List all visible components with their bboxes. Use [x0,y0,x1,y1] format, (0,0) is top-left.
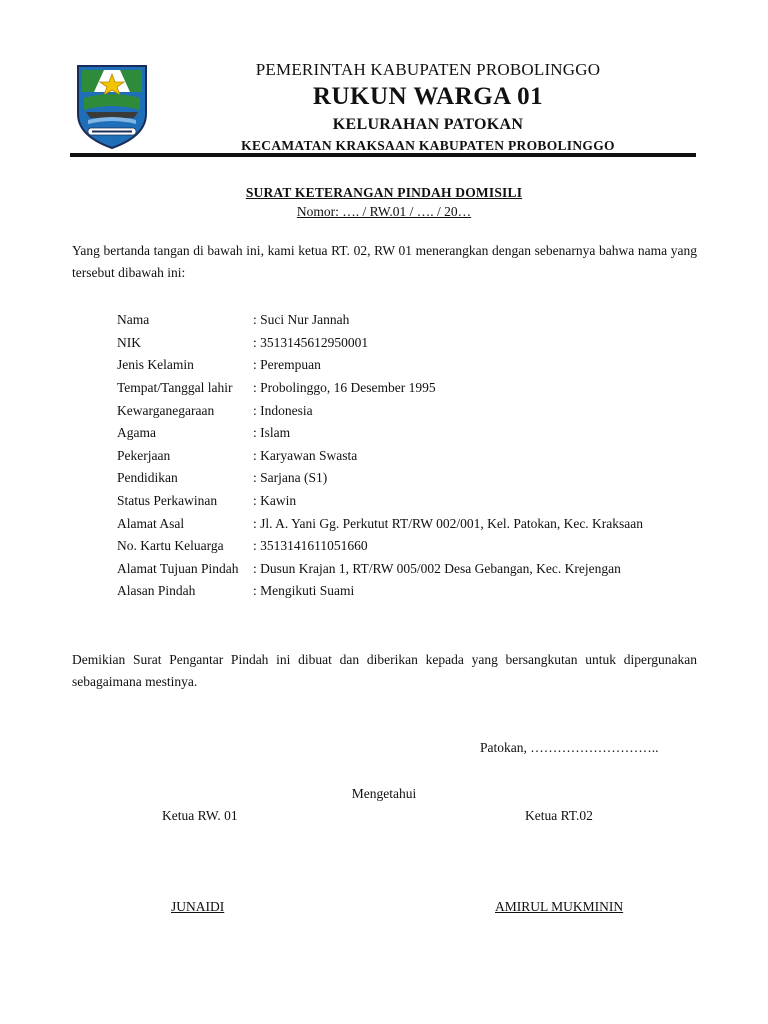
field-value: : Karyawan Swasta [253,447,358,463]
probolinggo-regency-emblem-icon [74,62,150,150]
rw-chief-title: Ketua RW. 01 [162,808,238,823]
field-label: Pendidikan [117,470,178,486]
field-value: : Jl. A. Yani Gg. Perkutut RT/RW 002/001, Kel. Patokan, Kec. Kraksaan [253,515,644,531]
field-label: Tempat/Tanggal lahir [117,380,233,396]
field-value: : Kawin [253,493,297,509]
field-row [117,332,643,355]
field-row [117,490,643,513]
government-name: PEMERINTAH KABUPATEN PROBOLINGGO [255,60,601,79]
field-row [117,309,643,332]
field-value: : Suci Nur Jannah [253,312,350,328]
kelurahan-name: KELURAHAN PATOKAN [332,116,524,133]
rw-name: RUKUN WARGA 01 [312,83,544,110]
field-row [117,558,643,581]
field-value: : Dusun Krajan 1, RT/RW 005/002 Desa Gebangan, Kec. Krejengan [253,560,621,576]
field-label: Agama [117,425,156,441]
field-label: Alasan Pindah [117,583,196,599]
field-row [117,377,643,400]
field-row [117,512,643,535]
field-row [117,354,643,377]
field-value: : Mengikuti Suami [253,583,355,599]
field-value: : Perempuan [253,357,321,373]
field-value: : 3513145612950001 [253,334,369,350]
letter-title: SURAT KETERANGAN PINDAH DOMISILI [245,185,523,200]
letterhead-divider [70,153,696,157]
rw-chief-name: JUNAIDI [171,899,225,914]
field-value: : 3513141611051660 [253,538,368,554]
field-label: Nama [117,312,150,328]
closing-paragraph: Demikian Surat Pengantar Pindah ini dibuat dan diberikan kepada yang bersangkutan untuk dipergunakan sebagaimana mestinya. [72,652,697,689]
field-row [117,535,643,558]
letterhead [158,58,698,155]
kecamatan-name: KECAMATAN KRAKSAAN KABUPATEN PROBOLINGGO [241,138,615,153]
resident-data-table [117,309,643,603]
field-label: Pekerjaan [117,447,171,463]
field-row [117,580,643,603]
field-label: NIK [117,334,141,350]
field-row [117,467,643,490]
field-value: : Sarjana (S1) [253,470,328,486]
letter-number: Nomor: …. / RW.01 / …. / 20… [296,204,472,219]
opening-paragraph: Yang bertanda tangan di bawah ini, kami ketua RT. 02, RW 01 menerangkan dengan sebenarnya bahwa nama yang tersebut dibawah ini: [72,243,697,280]
field-row [117,422,643,445]
field-row [117,445,643,468]
field-label: Alamat Asal [117,515,185,531]
field-value: : Indonesia [253,402,313,418]
field-value: : Probolinggo, 16 Desember 1995 [253,380,436,396]
field-row [117,399,643,422]
field-label: No. Kartu Keluarga [117,538,224,554]
field-value: : Islam [253,425,291,441]
rt-chief-title: Ketua RT.02 [525,808,593,823]
field-label: Alamat Tujuan Pindah [117,560,239,576]
field-label: Jenis Kelamin [117,357,194,373]
acknowledged-label: Mengetahui [351,786,417,801]
place-date: Patokan, ……………………….. [480,740,659,755]
rt-chief-name: AMIRUL MUKMININ [495,899,624,914]
field-label: Kewarganegaraan [117,402,215,418]
field-label: Status Perkawinan [117,493,218,509]
